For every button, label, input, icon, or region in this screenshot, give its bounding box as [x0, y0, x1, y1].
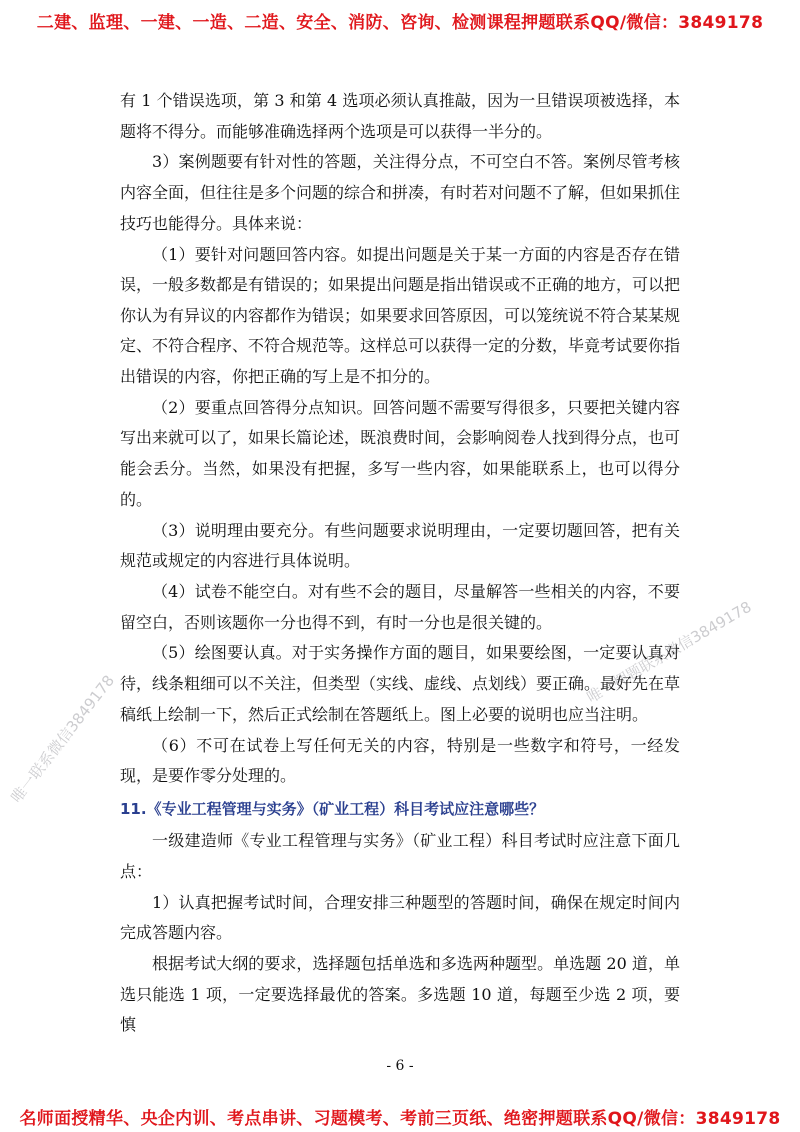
top-banner: 二建、监理、一建、一造、二造、安全、消防、咨询、检测课程押题联系QQ/微信：3849178 [36, 13, 764, 33]
paragraph-case-question: 3）案例题要有针对性的答题，关注得分点，不可空白不答。案例尽管考核内容全面，但往往是多个问题的综合和拼凑，有时若对问题不了解，但如果抓住技巧也能得分。具体来说： [120, 152, 681, 233]
paragraph-point-6: （6）不可在试卷上写任何无关的内容，特别是一些数字和符号，一经发现，是要作零分处理的。 [120, 735, 680, 786]
paragraph-question-types: 根据考试大纲的要求，选择题包括单选和多选两种题型。单选题 20 道，单选只能选 1 项，一定要选择最优的答案。多选题 10 道，每题至少选 2 项，要慎 [120, 954, 680, 1035]
watermark-left: 唯一联系微信3849178 [7, 671, 119, 807]
watermark-right: 唯一押题联系微信3849178 [583, 597, 755, 707]
paragraph-time-management: 1）认真把握考试时间，合理安排三种题型的答题时间，确保在规定时间内完成答题内容。 [120, 892, 680, 943]
paragraph-point-5: （5）绘图要认真。对于实务操作方面的题目，如果要绘图，一定要认真对待，线条粗细可以不关注，但类型（实线、虚线、点划线）要正确。最好先在草稿纸上绘制一下，然后正式绘制在答题纸上。图上必要的说明也应当注明。 [120, 643, 681, 724]
paragraph-continuation: 有 1 个错误选项，第 3 和第 4 选项必须认真推敲，因为一旦错误项被选择，本题将不得分。而能够准确选择两个选项是可以获得一半分的。 [120, 91, 680, 141]
section-heading: 11.《专业工程管理与实务》（矿业工程）科目考试应注意哪些？ [120, 799, 545, 818]
paragraph-point-3: （3）说明理由要充分。有些问题要求说明理由，一定要切题回答，把有关规范或规定的内容进行具体说明。 [120, 520, 680, 571]
paragraph-point-1: （1）要针对问题回答内容。如提出问题是关于某一方面的内容是否存在错误，一般多数都是有错误的；如果提出问题是指出错误或不正确的地方，可以把你认为有异议的内容都作为错误；如果要求回答原因，可以笼统说不符合某某规定、不符合程序、不符合规范等。这样总可以获得一定的分数，毕竟考试要你指出错误的内容，你把正确的写上是不扣分的。 [120, 244, 681, 386]
paragraph-point-2: （2）要重点回答得分点知识。回答问题不需要写得很多，只要把关键内容写出来就可以了，如果长篇论述，既浪费时间，会影响阅卷人找到得分点，也可能会丢分。当然，如果没有把握，多写一些内容，如果能联系上，也可以得分的。 [120, 397, 681, 509]
document-body [120, 86, 680, 1041]
paragraph-intro: 一级建造师《专业工程管理与实务》（矿业工程）科目考试时应注意下面几点： [120, 831, 680, 881]
page-number: - 6 - [386, 1058, 414, 1074]
paragraph-point-4: （4）试卷不能空白。对有些不会的题目，尽量解答一些相关的内容，不要留空白，否则该题你一分也得不到，有时一分也是很关键的。 [120, 581, 680, 632]
bottom-banner: 名师面授精华、央企内训、考点串讲、习题模考、考前三页纸、绝密押题联系QQ/微信：3849178 [19, 1109, 781, 1129]
